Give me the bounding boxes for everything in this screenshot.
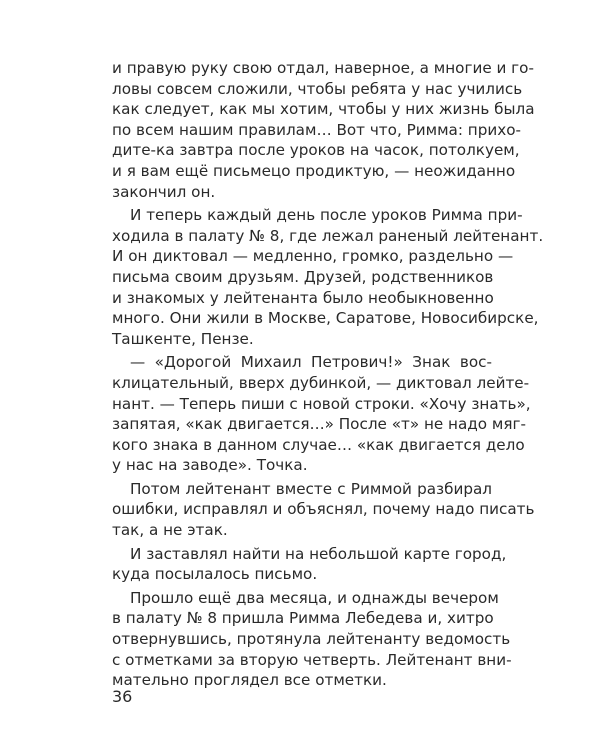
paragraph — [112, 205, 544, 349]
text-line: как следует, как мы хотим, чтобы у них жизнь была — [112, 100, 535, 119]
text-line: Ташкенте, Пензе. — [112, 329, 254, 348]
text-line: И заставлял найти на небольшой карте город, — [130, 544, 507, 563]
text-line: запятая, «как двигается…» После «т» не надо мяг- — [112, 415, 526, 434]
text-line: так, а не этак. — [112, 521, 228, 540]
text-line: и знакомых у лейтенанта было необыкновенно — [112, 288, 494, 307]
text-line: ошибки, исправлял и объяснял, почему надо писать — [112, 500, 535, 519]
text-line: Прошло ещё два месяца, и однажды вечером — [130, 588, 499, 607]
paragraph — [112, 58, 535, 202]
paragraph — [112, 479, 535, 541]
text-line: и правую руку свою отдал, наверное, а многие и го- — [112, 59, 534, 77]
text-line: письма своим друзьям. Друзей, родственников — [112, 267, 494, 286]
text-line: в палату № 8 пришла Римма Лебедева и, хитро — [112, 609, 494, 628]
text-line: дите-ка завтра после уроков на часок, потолкуем, — [112, 141, 520, 160]
text-line: закончил он. — [112, 182, 216, 201]
text-line: кого знака в данном случае… «как двигается дело — [112, 435, 525, 454]
text-line: мательно проглядел все отметки. — [112, 671, 387, 690]
text-line: у нас на заводе». Точка. — [112, 456, 308, 475]
page-body — [112, 58, 544, 691]
text-line: куда посылалось письмо. — [112, 565, 318, 584]
text-line: с отметками за вторую четверть. Лейтенант вни- — [112, 650, 512, 669]
paragraph — [112, 352, 531, 476]
text-line: клицательный, вверх дубинкой, — диктовал лейте- — [112, 373, 530, 392]
text-line: ловы совсем сложили, чтобы ребята у нас учились — [112, 79, 523, 98]
text-line: много. Они жили в Москве, Саратове, Новосибирске, — [112, 309, 539, 328]
text-line: по всем нашим правилам… Вот что, Римма: прихо- — [112, 120, 522, 139]
paragraph — [112, 544, 507, 585]
text-line: ходила в палату № 8, где лежал раненый лейтенант. — [112, 226, 544, 245]
text-line: — «Дорогой Михаил Петрович!» Знак вос- — [130, 353, 492, 372]
page-number: 36 — [112, 687, 133, 706]
text-line: и я вам ещё письмецо продиктую, — неожиданно — [112, 161, 516, 180]
text-line: Потом лейтенант вместе с Риммой разбирал — [130, 479, 492, 498]
paragraph — [112, 588, 512, 691]
text-line: И теперь каждый день после уроков Римма при- — [130, 206, 523, 225]
text-line: И он диктовал — медленно, громко, раздельно — — [112, 247, 514, 266]
text-line: нант. — Теперь пиши с новой строки. «Хочу знать», — [112, 394, 531, 413]
text-line: отвернувшись, протянула лейтенанту ведомость — [112, 630, 511, 649]
